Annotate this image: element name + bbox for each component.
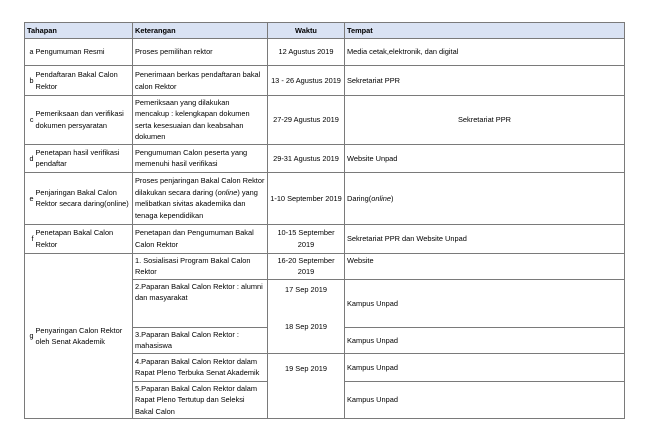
row-index: f [25, 224, 35, 253]
place-cell: Website Unpad [345, 144, 625, 172]
header-stage: Tahapan [25, 23, 133, 39]
time-entry: 18 Sep 2019 [285, 322, 327, 332]
description-cell [133, 172, 268, 224]
time-cell: 12 Agustus 2019 [268, 39, 345, 66]
time-cell: 27-29 Agustus 2019 [268, 96, 345, 145]
place-cell: Sekretariat PPR dan Website Unpad [345, 224, 625, 253]
description-text: Proses penjaringan Bakal Calon Rektor dilakukan secara daring ( [135, 176, 265, 197]
description-cell: Pengumuman Calon peserta yang memenuhi hasil verifikasi [133, 144, 268, 172]
description-cell: Penetapan dan Pengumuman Bakal Calon Rektor [133, 224, 268, 253]
place-cell: Kampus Unpad [345, 353, 625, 381]
description-text: ) yang melibatkan sivitas akademika dan tenaga kependidikan [135, 187, 258, 220]
stage-cell: Penjaringan Bakal Calon Rektor secara daring(online) [35, 172, 133, 224]
table-row [25, 66, 625, 96]
header-description: Keterangan [133, 23, 268, 39]
table-row [25, 96, 625, 145]
row-index: a [25, 39, 35, 66]
row-index: g [25, 253, 35, 418]
table-row [25, 172, 625, 224]
time-entry: 17 Sep 2019 [285, 284, 327, 294]
description-cell: 2.Paparan Bakal Calon Rektor : alumni dan masyarakat [133, 279, 268, 327]
table-row [25, 39, 625, 66]
table-row [25, 144, 625, 172]
place-cell: Kampus Unpad [345, 381, 625, 418]
time-cell: 29-31 Agustus 2019 [268, 144, 345, 172]
place-cell: Sekretariat PPR [345, 66, 625, 96]
stage-cell: Pendaftaran Bakal Calon Rektor [35, 66, 133, 96]
place-cell: Website [345, 253, 625, 279]
time-cell: 13 - 26 Agustus 2019 [268, 66, 345, 96]
stage-cell: Pemeriksaan dan verifikasi dokumen persyaratan [35, 96, 133, 145]
description-cell: 3.Paparan Bakal Calon Rektor : mahasiswa [133, 327, 268, 353]
row-index: c [25, 96, 35, 145]
place-text: ) [390, 193, 394, 203]
row-index: b [25, 66, 35, 96]
schedule-table [24, 22, 625, 419]
row-index: e [25, 172, 35, 224]
time-cell: 16-20 September 2019 [268, 253, 345, 279]
place-cell: Kampus Unpad [345, 327, 625, 353]
description-cell: 1. Sosialisasi Program Bakal Calon Rektor [133, 253, 268, 279]
table-row [25, 253, 625, 279]
header-time: Waktu [268, 23, 345, 39]
description-cell: Pemeriksaan yang dilakukan mencakup : kelengkapan dokumen serta kesesuaian dan keabsahan dokumen [133, 96, 268, 145]
time-entry: 19 Sep 2019 [285, 363, 327, 373]
description-cell: 5.Paparan Bakal Calon Rektor dalam Rapat Pleno Tertutup dan Seleksi Bakal Calon [133, 381, 268, 418]
description-emphasis: online [217, 187, 238, 197]
place-cell [345, 172, 625, 224]
description-cell: Penerimaan berkas pendaftaran bakal calon Rektor [133, 66, 268, 96]
header-row [25, 23, 625, 39]
stage-cell: Penetapan hasil verifikasi pendaftar [35, 144, 133, 172]
row-index: d [25, 144, 35, 172]
stage-cell: Penetapan Bakal Calon Rektor [35, 224, 133, 253]
description-cell: 4.Paparan Bakal Calon Rektor dalam Rapat Pleno Terbuka Senat Akademik [133, 353, 268, 381]
time-cell: 10-15 September 2019 [268, 224, 345, 253]
time-cell: 1-10 September 2019 [268, 172, 345, 224]
description-cell: Proses pemilihan rektor [133, 39, 268, 66]
place-cell: Media cetak,elektronik, dan digital [345, 39, 625, 66]
place-emphasis: online [371, 193, 391, 203]
place-text: Daring( [347, 193, 372, 203]
place-cell: Sekretariat PPR [345, 96, 625, 145]
place-cell: Kampus Unpad [345, 279, 625, 327]
time-cell [268, 353, 345, 418]
stage-cell: Penyaringan Calon Rektor oleh Senat Akademik [35, 253, 133, 418]
header-place: Tempat [345, 23, 625, 39]
stage-cell: Pengumuman Resmi [35, 39, 133, 66]
time-cell [268, 279, 345, 353]
table-row [25, 224, 625, 253]
